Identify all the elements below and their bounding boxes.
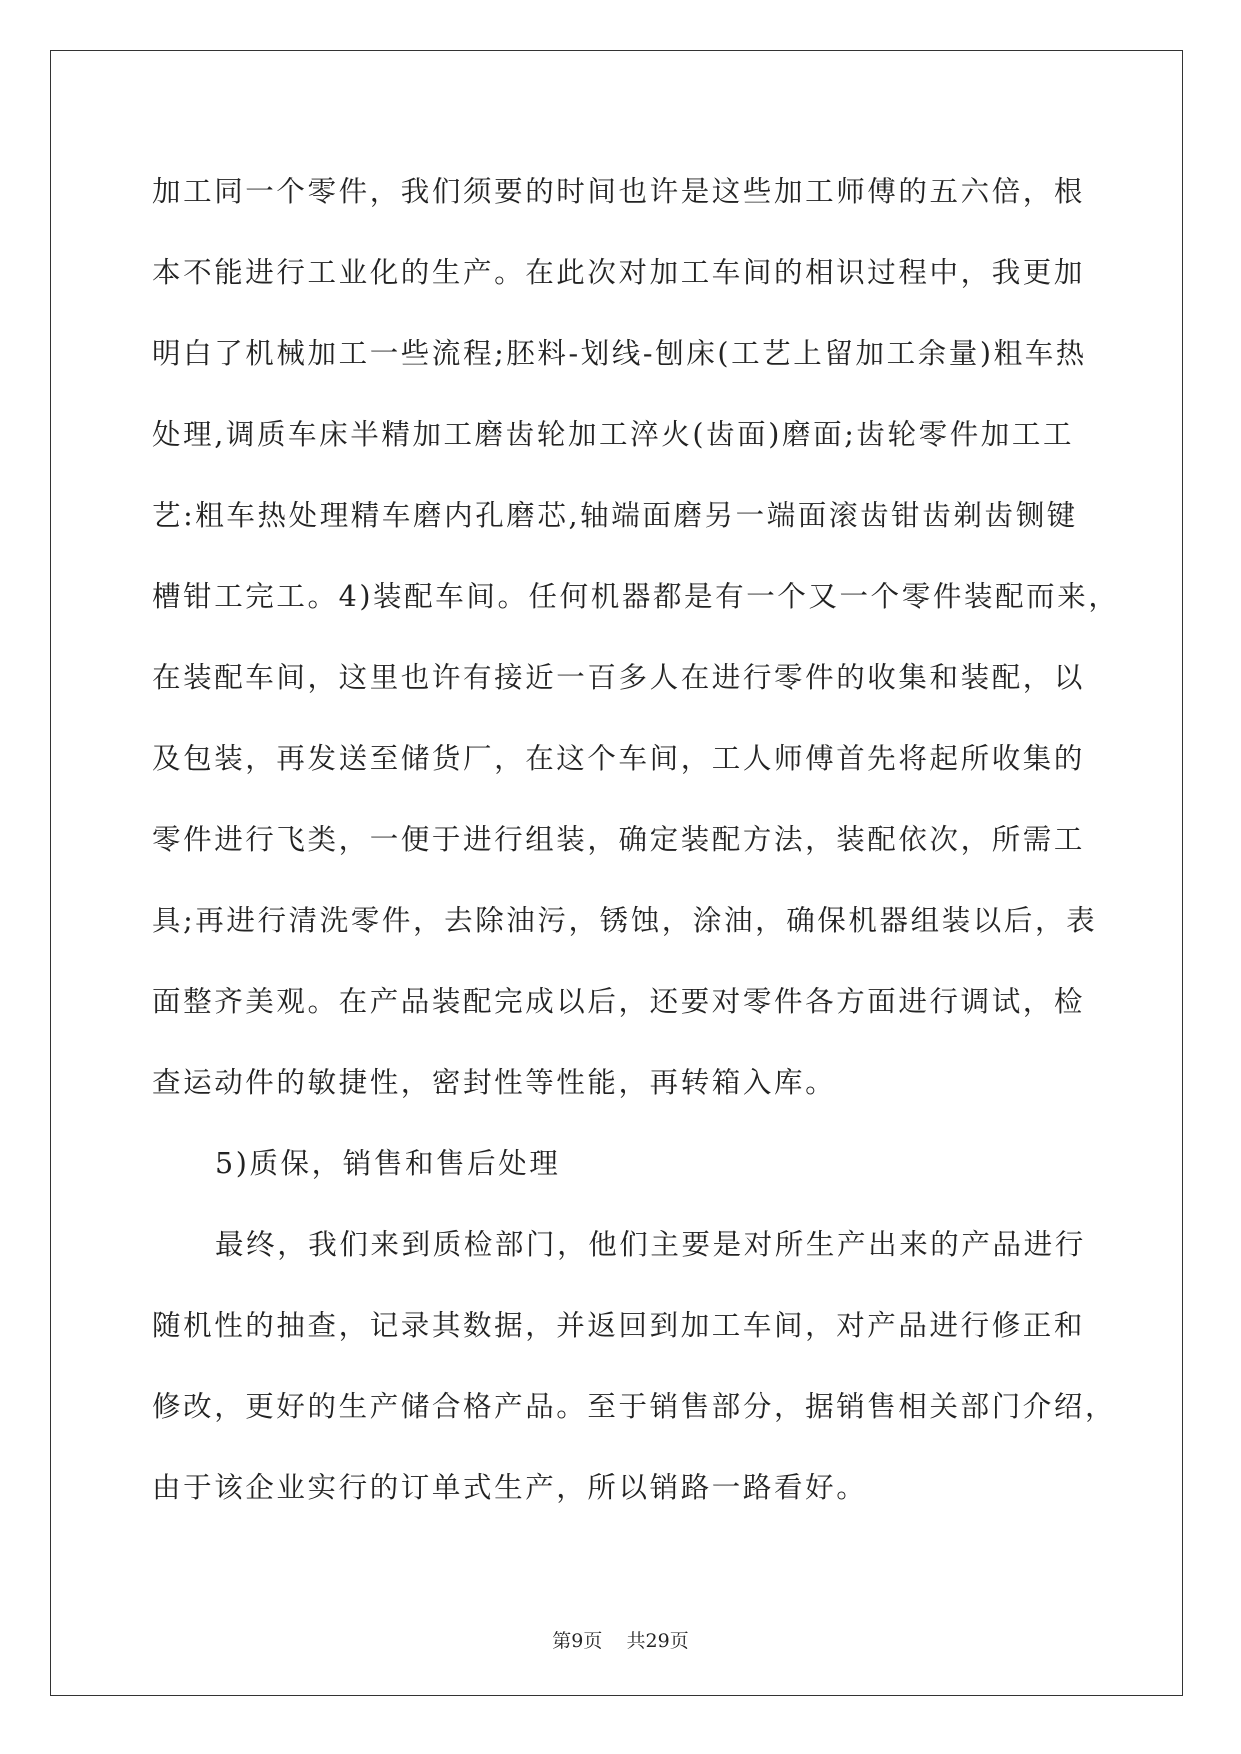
text-line: 随机性的抽查，记录其数据，并返回到加工车间，对产品进行修正和 — [152, 1309, 1086, 1342]
text-line: 加工同一个零件，我们须要的时间也许是这些加工师傅的五六倍，根 — [152, 175, 1086, 208]
text-line: 零件进行飞类，一便于进行组装，确定装配方法，装配依次，所需工 — [152, 823, 1086, 856]
text-line: 及包装，再发送至储货厂，在这个车间，工人师傅首先将起所收集的 — [152, 742, 1086, 775]
text-line: 面整齐美观。在产品装配完成以后，还要对零件各方面进行调试，检 — [152, 985, 1086, 1018]
document-body — [152, 157, 1120, 1534]
total-pages: 29 — [645, 1630, 670, 1652]
text-line: 艺:粗车热处理精车磨内孔磨芯,轴端面磨另一端面滚齿钳齿剃齿铡键 — [152, 499, 1078, 532]
page-label-suffix: 页 — [583, 1630, 603, 1652]
text-line: 本不能进行工业化的生产。在此次对加工车间的相识过程中，我更加 — [152, 256, 1086, 289]
section-heading: 5)质保，销售和售后处理 — [215, 1147, 561, 1180]
text-line: 在装配车间，这里也许有接近一百多人在进行零件的收集和装配，以 — [152, 661, 1086, 694]
page-label-prefix: 第 — [552, 1630, 572, 1652]
total-label-suffix: 页 — [669, 1630, 689, 1652]
text-line: 修改，更好的生产储合格产品。至于销售部分，据销售相关部门介绍， — [152, 1390, 1117, 1423]
text-line: 明白了机械加工一些流程;胚料-划线-刨床(工艺上留加工余量)粗车热 — [152, 337, 1087, 370]
page-number: 9 — [571, 1630, 584, 1652]
text-line: 槽钳工完工。4)装配车间。任何机器都是有一个又一个零件装配而来， — [152, 580, 1120, 613]
text-line: 最终，我们来到质检部门，他们主要是对所生产出来的产品进行 — [215, 1228, 1086, 1261]
text-line: 由于该企业实行的订单式生产，所以销路一路看好。 — [152, 1471, 868, 1504]
text-line: 具;再进行清洗零件，去除油污，锈蚀，涂油，确保机器组装以后，表 — [152, 904, 1098, 937]
text-line: 处理,调质车床半精加工磨齿轮加工淬火(齿面)磨面;齿轮零件加工工 — [152, 418, 1075, 451]
page-footer — [0, 1626, 1241, 1653]
total-label-prefix: 共 — [626, 1630, 646, 1652]
text-line: 查运动件的敏捷性，密封性等性能，再转箱入库。 — [152, 1066, 837, 1099]
